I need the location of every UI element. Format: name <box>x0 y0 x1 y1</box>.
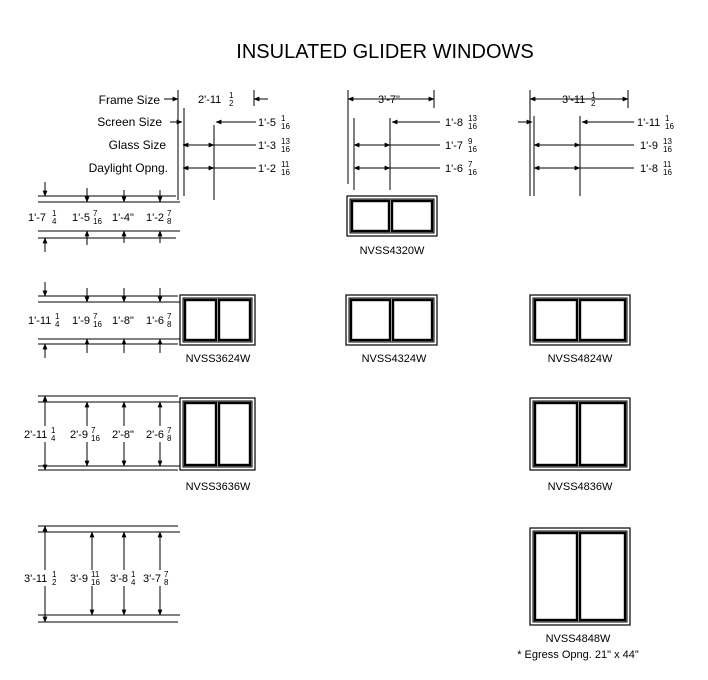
col3-glass-num: 13 <box>663 137 672 146</box>
row3-screen-num: 7 <box>91 426 96 435</box>
col1-glass-den: 16 <box>281 145 290 154</box>
col3-daylight-den: 16 <box>663 168 672 177</box>
col3-screen-size: 1'-11 <box>637 117 661 129</box>
col2-glass-den: 16 <box>468 145 477 154</box>
col2-daylight-opng: 1'-6 <box>445 163 463 175</box>
row3-frame-den: 4 <box>51 434 56 443</box>
row2-screen-size: 1'-9 <box>72 315 90 327</box>
legend-frame-size: Frame Size <box>98 93 160 107</box>
row4-screen-size: 3'-9 <box>70 573 88 585</box>
row2-frame-den: 4 <box>55 320 60 329</box>
col1-frame-num: 1 <box>229 91 234 100</box>
row1-frame-size: 1'-7 <box>28 212 46 224</box>
row3-screen-den: 16 <box>91 434 100 443</box>
col1-glass-size: 1'-3 <box>258 140 276 152</box>
window-nvss4824w <box>530 295 630 345</box>
col1-screen-num: 1 <box>281 114 286 123</box>
column-dims-2 <box>348 90 477 190</box>
row4-frame-den: 2 <box>52 578 57 587</box>
col1-frame-den: 2 <box>229 99 234 108</box>
row2-frame-num: 1 <box>55 312 60 321</box>
row3-daylight-num: 7 <box>167 426 172 435</box>
window-nvss4848w <box>530 528 630 625</box>
window-nvss3624w <box>180 295 255 345</box>
row1-frame-num: 1 <box>52 209 57 218</box>
column-dims-3 <box>518 90 674 196</box>
row1-screen-den: 16 <box>93 217 102 226</box>
col3-glass-den: 16 <box>663 145 672 154</box>
col1-screen-den: 16 <box>281 122 290 131</box>
col2-daylight-den: 16 <box>468 168 477 177</box>
row-dims-3 <box>20 396 180 470</box>
row-dims-2 <box>28 282 180 358</box>
col1-daylight-opng: 1'-2 <box>258 163 276 175</box>
row1-screen-size: 1'-5 <box>72 212 90 224</box>
row-dims-1 <box>28 182 180 252</box>
window-label: NVSS3624W <box>185 353 251 365</box>
col2-screen-den: 16 <box>468 122 477 131</box>
row2-glass-size: 1'-8" <box>112 315 134 327</box>
row4-daylight-num: 7 <box>164 570 169 579</box>
row4-screen-den: 16 <box>91 578 100 587</box>
col1-daylight-den: 16 <box>281 168 290 177</box>
window-label: NVSS4824W <box>547 353 613 365</box>
window-nvss4320w <box>347 196 437 236</box>
row2-screen-num: 7 <box>93 312 98 321</box>
col2-screen-num: 13 <box>468 114 477 123</box>
row2-screen-den: 16 <box>93 320 102 329</box>
col3-glass-size: 1'-9 <box>640 140 658 152</box>
row4-daylight-den: 8 <box>164 578 169 587</box>
window-nvss4836w <box>530 398 630 470</box>
row3-daylight-den: 8 <box>167 434 172 443</box>
col3-frame-den: 2 <box>591 99 596 108</box>
col3-daylight-opng: 1'-8 <box>640 163 658 175</box>
row1-daylight-num: 7 <box>167 209 172 218</box>
row4-frame-size: 3'-11 <box>24 573 48 585</box>
window-label: NVSS4848W <box>545 633 611 645</box>
legend-glass-size: Glass Size <box>108 138 166 152</box>
column-dims-1 <box>164 90 290 200</box>
col1-frame-size: 2'-11 <box>198 94 222 106</box>
row-dims-4 <box>20 526 180 622</box>
legend-screen-size: Screen Size <box>97 115 162 129</box>
row2-daylight-opng: 1'-6 <box>146 315 164 327</box>
row2-daylight-num: 7 <box>167 312 172 321</box>
egress-note: * Egress Opng. 21" x 44" <box>517 649 639 661</box>
col3-frame-size: 3'-11 <box>562 94 586 106</box>
window-label: NVSS4324W <box>361 353 427 365</box>
row1-daylight-opng: 1'-2 <box>146 212 164 224</box>
col3-frame-num: 1 <box>591 91 596 100</box>
col2-glass-num: 9 <box>468 137 473 146</box>
page-title: INSULATED GLIDER WINDOWS <box>236 41 534 63</box>
row3-frame-size: 2'-11 <box>24 429 48 441</box>
col3-screen-num: 1 <box>665 114 670 123</box>
window-nvss4324w <box>346 295 437 345</box>
row1-frame-den: 4 <box>52 217 57 226</box>
row3-screen-size: 2'-9 <box>70 429 88 441</box>
col2-daylight-num: 7 <box>468 160 473 169</box>
col2-glass-size: 1'-7 <box>445 140 463 152</box>
col3-daylight-num: 11 <box>663 160 672 169</box>
row4-glass-den: 4 <box>131 578 136 587</box>
col1-screen-size: 1'-5 <box>258 117 276 129</box>
row2-daylight-den: 8 <box>167 320 172 329</box>
row1-screen-num: 7 <box>93 209 98 218</box>
col1-glass-num: 13 <box>281 137 290 146</box>
window-label: NVSS4320W <box>359 245 425 257</box>
window-label: NVSS4836W <box>547 481 613 493</box>
row4-glass-size: 3'-8 <box>110 573 128 585</box>
window-label: NVSS3636W <box>185 481 251 493</box>
row4-daylight-opng: 3'-7 <box>143 573 161 585</box>
col3-screen-den: 16 <box>665 122 674 131</box>
col2-screen-size: 1'-8 <box>445 117 463 129</box>
row1-daylight-den: 8 <box>167 217 172 226</box>
window-nvss3636w <box>180 398 255 470</box>
row3-glass-size: 2'-8" <box>112 429 134 441</box>
legend-daylight-opng: Daylight Opng. <box>88 161 168 175</box>
row4-glass-num: 1 <box>131 570 136 579</box>
row4-frame-num: 1 <box>52 570 57 579</box>
row4-screen-num: 11 <box>91 570 100 579</box>
col1-daylight-num: 11 <box>281 160 290 169</box>
row3-frame-num: 1 <box>51 426 56 435</box>
row2-frame-size: 1'-11 <box>28 315 52 327</box>
row1-glass-size: 1'-4" <box>112 212 134 224</box>
row3-daylight-opng: 2'-6 <box>146 429 164 441</box>
col2-frame-size: 3'-7" <box>378 94 400 106</box>
